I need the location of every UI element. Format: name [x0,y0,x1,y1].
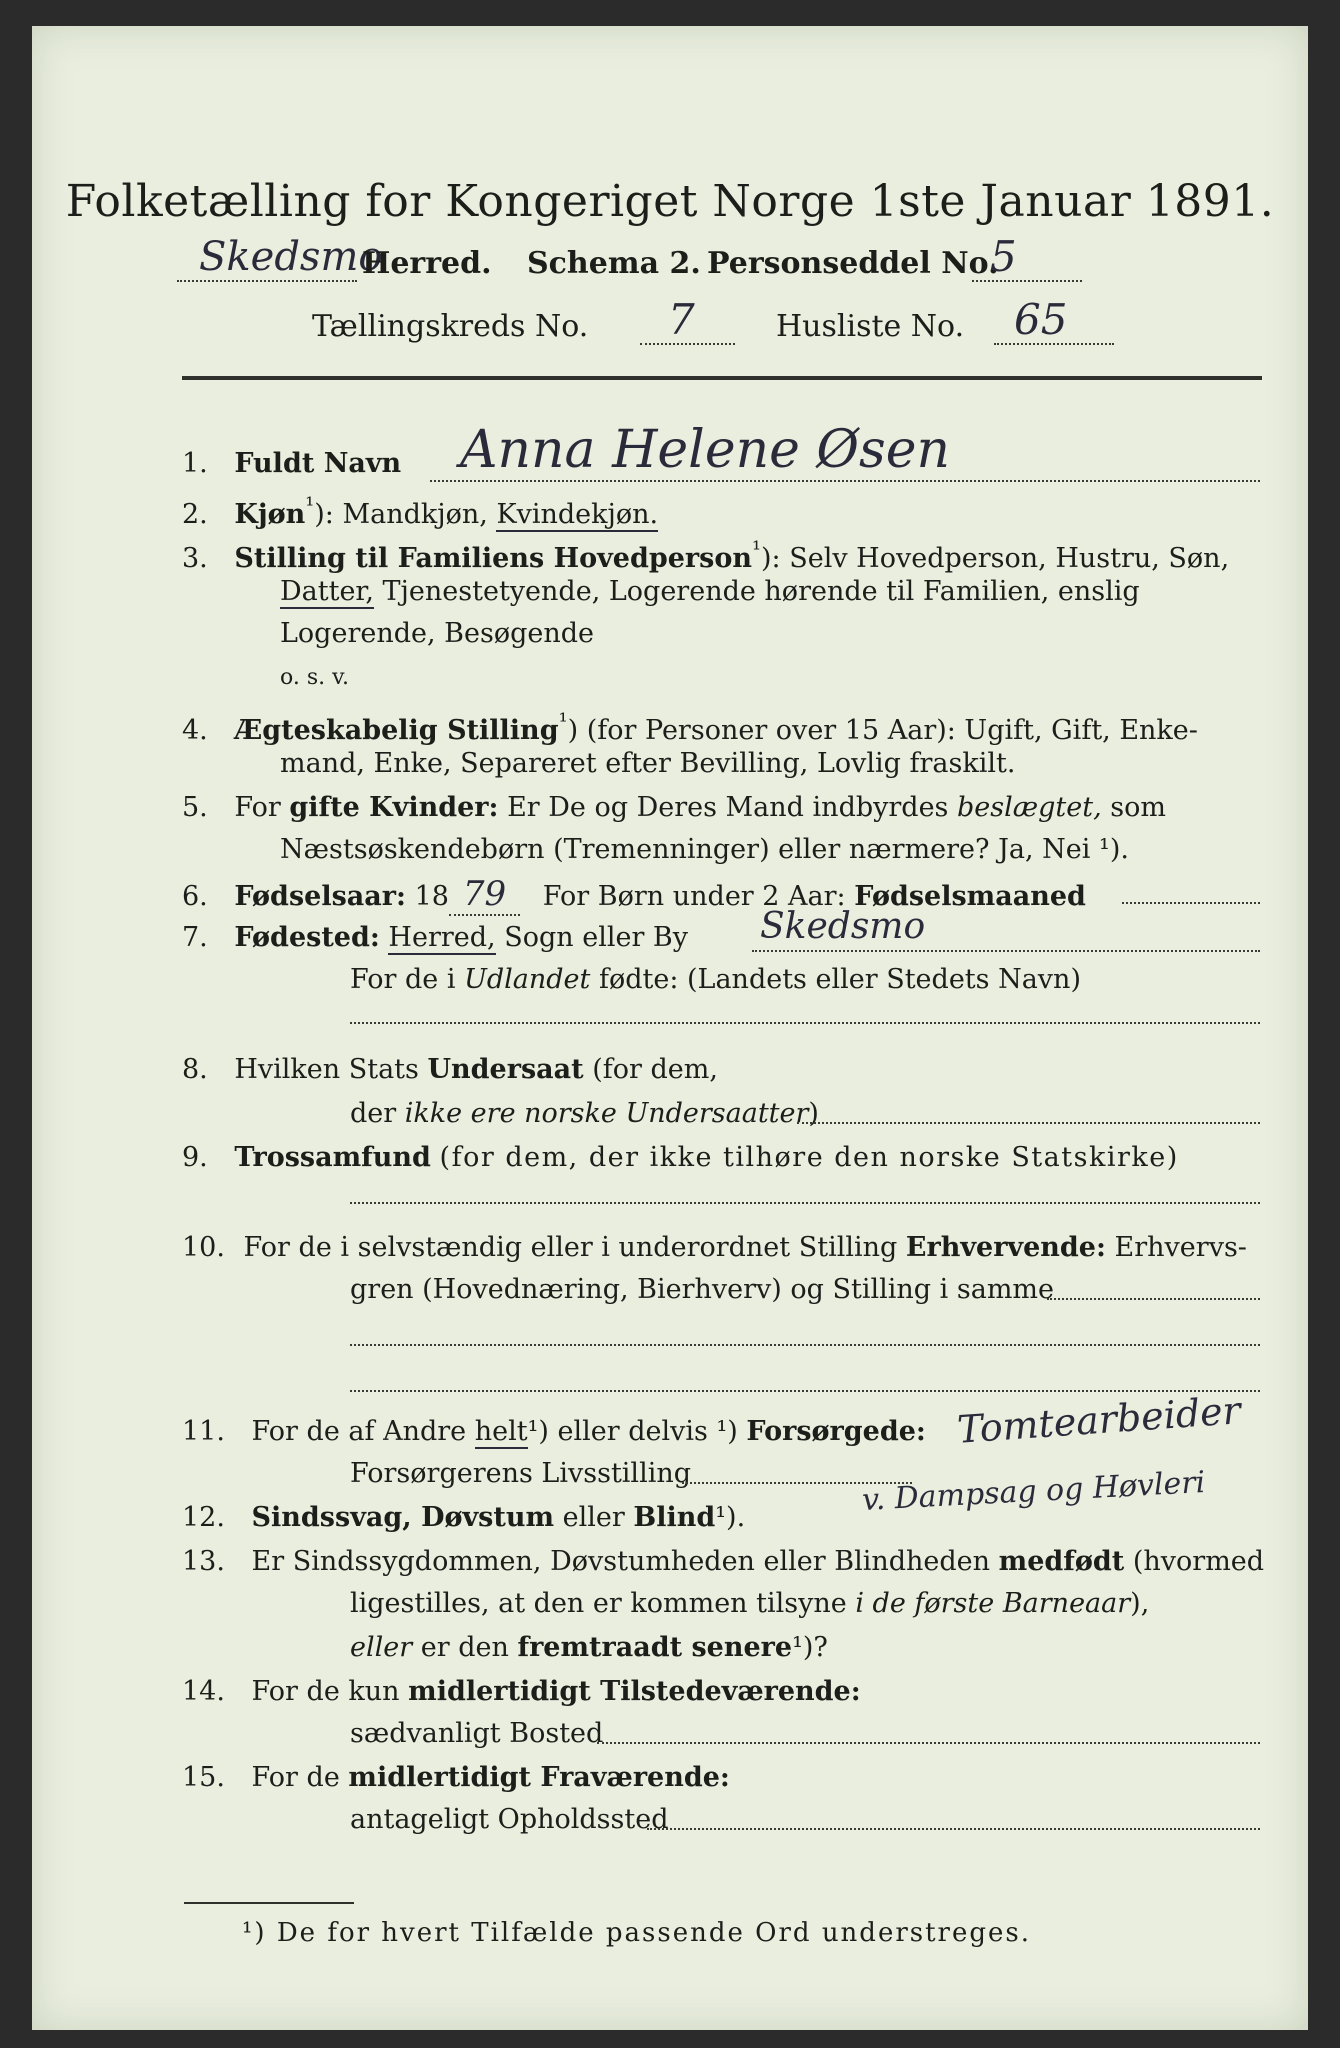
q11-num: 11. [182,1416,225,1447]
q7-row [182,920,688,956]
q1-num: 1. [182,448,208,479]
q7-line2-b: fødte: (Landets eller Stedets Navn) [598,964,1081,995]
q14-num: 14. [182,1676,225,1707]
q6-prefix: 18 [414,881,449,912]
q8-line2 [350,1096,819,1132]
q15-num: 15. [182,1762,225,1793]
q3-sup: ¹ [751,537,762,563]
form-title: Folketælling for Kongeriget Norge 1ste Januar 1891. [65,176,1275,227]
q10-row [182,1230,1247,1266]
q7-line2-a: For de i [350,964,456,995]
husliste-label: Husliste No. [776,309,965,344]
husliste-value: 65 [1014,295,1068,344]
q9-row [182,1140,1179,1176]
q15-field [647,1828,1260,1830]
q6-num: 6. [182,881,208,912]
census-form-sheet [32,26,1308,2030]
q7-value: Skedsmo [760,906,926,947]
personseddel-value: 5 [990,232,1017,281]
q13-line2-a: ligestilles, at den er kommen tilsyne [350,1588,847,1619]
husliste-field [994,295,1114,345]
q5-italic: beslægtet, [957,792,1102,823]
q7-foreign-field [350,1022,1260,1024]
q14-row [182,1674,861,1710]
q7-line2-italic: Udlandet [464,964,591,995]
q1-label: Fuldt Navn [234,448,402,479]
header-rule [182,376,1262,380]
q1-field [430,420,1260,482]
q7-label: Fødested: [234,922,380,953]
q11-row [182,1414,926,1450]
q11-line2: Forsørgerens Livsstilling [350,1458,692,1489]
q3-label: Stilling til Familiens Hovedperson [234,543,752,574]
q14-prefix: For de kun [251,1676,400,1707]
q13-line3 [350,1630,828,1666]
q2-text: ): Mandkjøn, [314,499,488,530]
q4-label: Ægteskabelig Stilling [234,715,559,746]
q4-sup: ¹ [558,709,568,735]
q3-line2-text: Tjenestetyende, Logerende hørende til Familien, enslig [382,576,1140,607]
herred-field [177,234,383,282]
q15-prefix: For de [251,1762,340,1793]
q11-selected: helt [474,1416,528,1447]
q8-row [182,1052,718,1088]
q11-label: Forsørgede: [746,1416,926,1447]
q12-label: Sindssvag, Døvstum [251,1502,555,1533]
q9-text: (for dem, der ikke tilhøre den norske Statskirke) [439,1142,1179,1173]
q3-selected: Datter, [280,576,374,607]
q8-line2-b: ) [808,1098,819,1129]
q13-text: (hvormed [1132,1546,1265,1577]
schema-label: Schema 2. [527,246,701,281]
q12-row [182,1500,745,1536]
q6-value: 79 [449,874,520,916]
q9-num: 9. [182,1142,208,1173]
q8-num: 8. [182,1054,208,1085]
q3-text: ): Selv Hovedperson, Hustru, Søn, [761,543,1230,574]
q10-prefix: For de i selvstændig eller i underordnet Stilling [243,1232,898,1263]
q8-line2-a: der [350,1098,397,1129]
q5-num: 5. [182,792,208,823]
footnote-rule [184,1902,354,1904]
q13-line2 [350,1586,1149,1622]
q3-line2 [280,574,1140,610]
q5-line2: Næstsøskendebørn (Tremenninger) eller nærmere? Ja, Nei ¹). [280,834,1129,865]
q5-label: gifte Kvinder: [289,792,499,823]
q13-line2-italic: i de første Barneaar [855,1588,1131,1619]
personseddel-field [972,232,1082,282]
q13-line3-italic: eller [350,1632,413,1663]
q7-line2 [350,962,1081,998]
q7-num: 7. [182,922,208,953]
q6-month-field [1122,902,1260,904]
q13-row [182,1544,1264,1580]
footnote: ¹) De for hvert Tilfælde passende Ord understreges. [242,1918,1032,1948]
q14-field [597,1742,1260,1744]
q5-text: Er De og Deres Mand indbyrdes [507,792,949,823]
q8-field [797,1122,1260,1124]
q11-prefix: For de af Andre [251,1416,467,1447]
q10-label: Erhvervende: [905,1232,1106,1263]
q15-row [182,1760,730,1796]
q8-prefix: Hvilken Stats [234,1054,419,1085]
q10-num: 10. [182,1232,225,1263]
q7-field [752,906,1260,952]
q3-line3: Logerende, Besøgende [280,618,594,649]
q13-num: 13. [182,1546,225,1577]
q12-text2: ¹). [715,1502,746,1533]
q1-value: Anna Helene Øsen [460,420,950,480]
q5-text2: som [1110,792,1167,823]
q4-row [182,704,1198,749]
q7-text: Sogn eller By [504,922,689,953]
q4-text: ) (for Personer over 15 Aar): Ugift, Gift, Enke- [567,715,1198,746]
q3-num: 3. [182,543,208,574]
q4-line2: mand, Enke, Separeret efter Bevilling, Lovlig fraskilt. [280,748,1016,779]
q6-row [182,876,1086,915]
q3-line4: o. s. v. [280,665,349,690]
q10-text: Erhvervs- [1114,1232,1247,1263]
q13-line3-a: er den [420,1632,509,1663]
q6-text: For Børn under 2 Aar: [542,881,846,912]
q6-label: Fødselsaar: [234,881,406,912]
q11-text: ¹) eller delvis ¹) [527,1416,738,1447]
kreds-field [640,295,735,345]
q5-prefix: For [234,792,281,823]
q4-num: 4. [182,715,208,746]
q1-row [182,446,401,482]
q13-prefix: Er Sindssygdommen, Døvstumheden eller Blindheden [251,1546,991,1577]
kreds-value: 7 [668,295,695,344]
q2-selected: Kvindekjøn. [496,499,659,530]
q2-sup: ¹ [305,493,315,519]
q15-label: midlertidigt Fraværende: [348,1762,730,1793]
q7-selected: Herred, [388,922,496,953]
herred-label: Herred. [362,246,492,281]
q13-line3-c: ¹)? [792,1632,828,1663]
q12-text: eller [562,1502,625,1533]
q5-row [182,790,1166,826]
q13-line3-bold: fremtraadt senere [517,1632,793,1663]
q10-field-1 [1047,1298,1260,1300]
personseddel-label: Personseddel No. [707,246,999,281]
q8-text: (for dem, [592,1054,718,1085]
q11-value-1: Tomtearbeider [955,1388,1243,1452]
herred-value: Skedsmo [199,234,383,280]
q10-line2: gren (Hovednæring, Bierhverv) og Stilling i samme [350,1274,1055,1305]
q8-label: Undersaat [427,1054,584,1085]
q13-label: medfødt [998,1546,1125,1577]
q8-line2-italic: ikke ere norske Undersaatter [404,1098,809,1129]
q14-line2: sædvanligt Bosted [350,1718,604,1749]
q6-label2: Fødselsmaaned [854,881,1086,912]
q11-value-2: v. Dampsag og Høvleri [861,1465,1207,1518]
q12-num: 12. [182,1502,225,1533]
q3-row [182,532,1229,577]
q10-field-3 [350,1390,1260,1392]
kreds-label: Tællingskreds No. [312,309,589,344]
q2-num: 2. [182,499,208,530]
q10-field-2 [350,1344,1260,1346]
q9-label: Trossamfund [234,1142,431,1173]
q2-label: Kjøn [234,499,306,530]
q15-line2: antageligt Opholdssted [350,1804,669,1835]
q12-label2: Blind [633,1502,716,1533]
q2-row [182,488,658,533]
q9-field [350,1202,1260,1204]
q13-line2-b: ), [1130,1588,1150,1619]
q14-label: midlertidigt Tilstedeværende: [408,1676,861,1707]
